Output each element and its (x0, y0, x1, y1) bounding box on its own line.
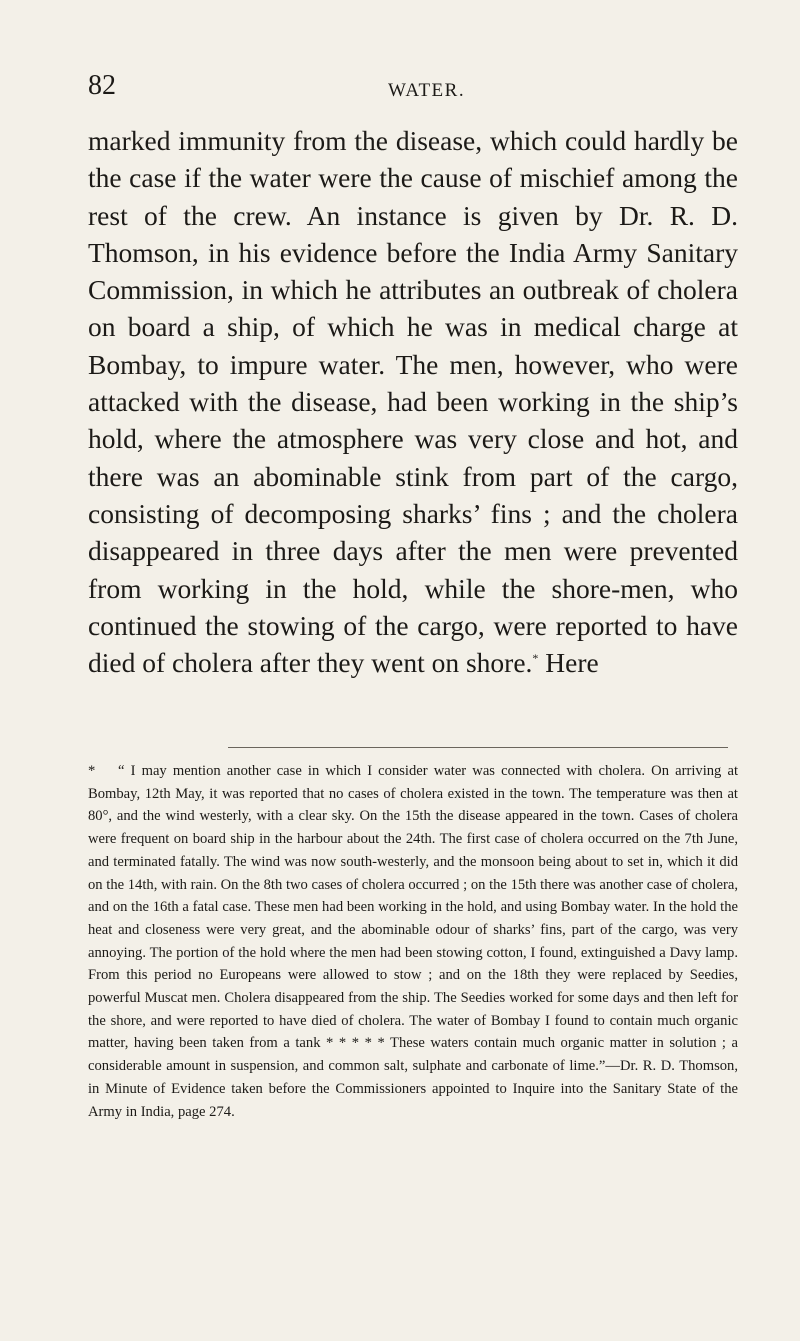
footnote (88, 760, 738, 1123)
body-text: marked immunity from the disease, which could hardly be the case if the water were the cause of mischief among the rest of the crew. An instance is given by Dr. R. D. Thomson, in his evidence before the India Army Sanitary Commission, in which he attributes an outbreak of cholera on board a ship, of which he was in medical charge at Bombay, to impure water. The men, however, who were attacked with the disease, had been working in the ship’s hold, where the atmosphere was very close and hot, and there was an abominable stink from part of the cargo, consisting of decomposing sharks’ fins ; and the cholera disappeared in three days after the men were prevented from working in the hold, while the shore-men, who continued the stowing of the cargo, were reported to have died of cholera after they went on shore. (88, 125, 738, 679)
footnote-marker: * (88, 763, 96, 779)
page-header (88, 70, 738, 104)
running-head: WATER. (388, 80, 466, 101)
page-number: 82 (88, 70, 116, 101)
footnote-reference: * (532, 651, 539, 665)
body-paragraph (88, 122, 738, 681)
footnote-text: “ I may mention another case in which I consider water was connected with cholera. On arriving at Bombay, 12th May, it was reported that no cases of cholera existed in the town. The temperature was then at 80°, and the wind westerly, with a clear sky. On the 15th the disease appeared in the town. Cases of cholera were frequent on board ship in the harbour about the 24th. The first case of cholera occurred on the 7th June, and terminated fatally. The wind was now south-westerly, and the monsoon being about to set in, which it did on the 14th, with rain. On the 8th two cases of cholera occurred ; on the 15th there was another case of cholera, and on the 16th a fatal case. These men had been working in the hold, and using Bombay water. In the hold the heat and closeness were very great, and the abominable odour of sharks’ fins, part of the cargo, was very annoying. The portion of the hold where the men had been stowing cotton, I found, extinguished a Davy lamp. From this period no Europeans were allowed to stow ; and on the 18th they were replaced by Seedies, powerful Muscat men. Cholera disappeared from the ship. The Seedies worked for some days and then left for the shore, and were reported to have died of cholera. The water of Bombay I found to contain much organic matter, having been taken from a tank * * * * * These waters contain much organic matter in solution ; a considerable amount in suspension, and common salt, sulphate and carbonate of lime.”—Dr. R. D. Thomson, in Minute of Evidence taken before the Commissioners appointed to Inquire into the Sanitary State of the Army in India, page 274. (88, 763, 738, 1120)
footnote-divider (228, 747, 728, 748)
body-text-end: Here (538, 647, 599, 679)
